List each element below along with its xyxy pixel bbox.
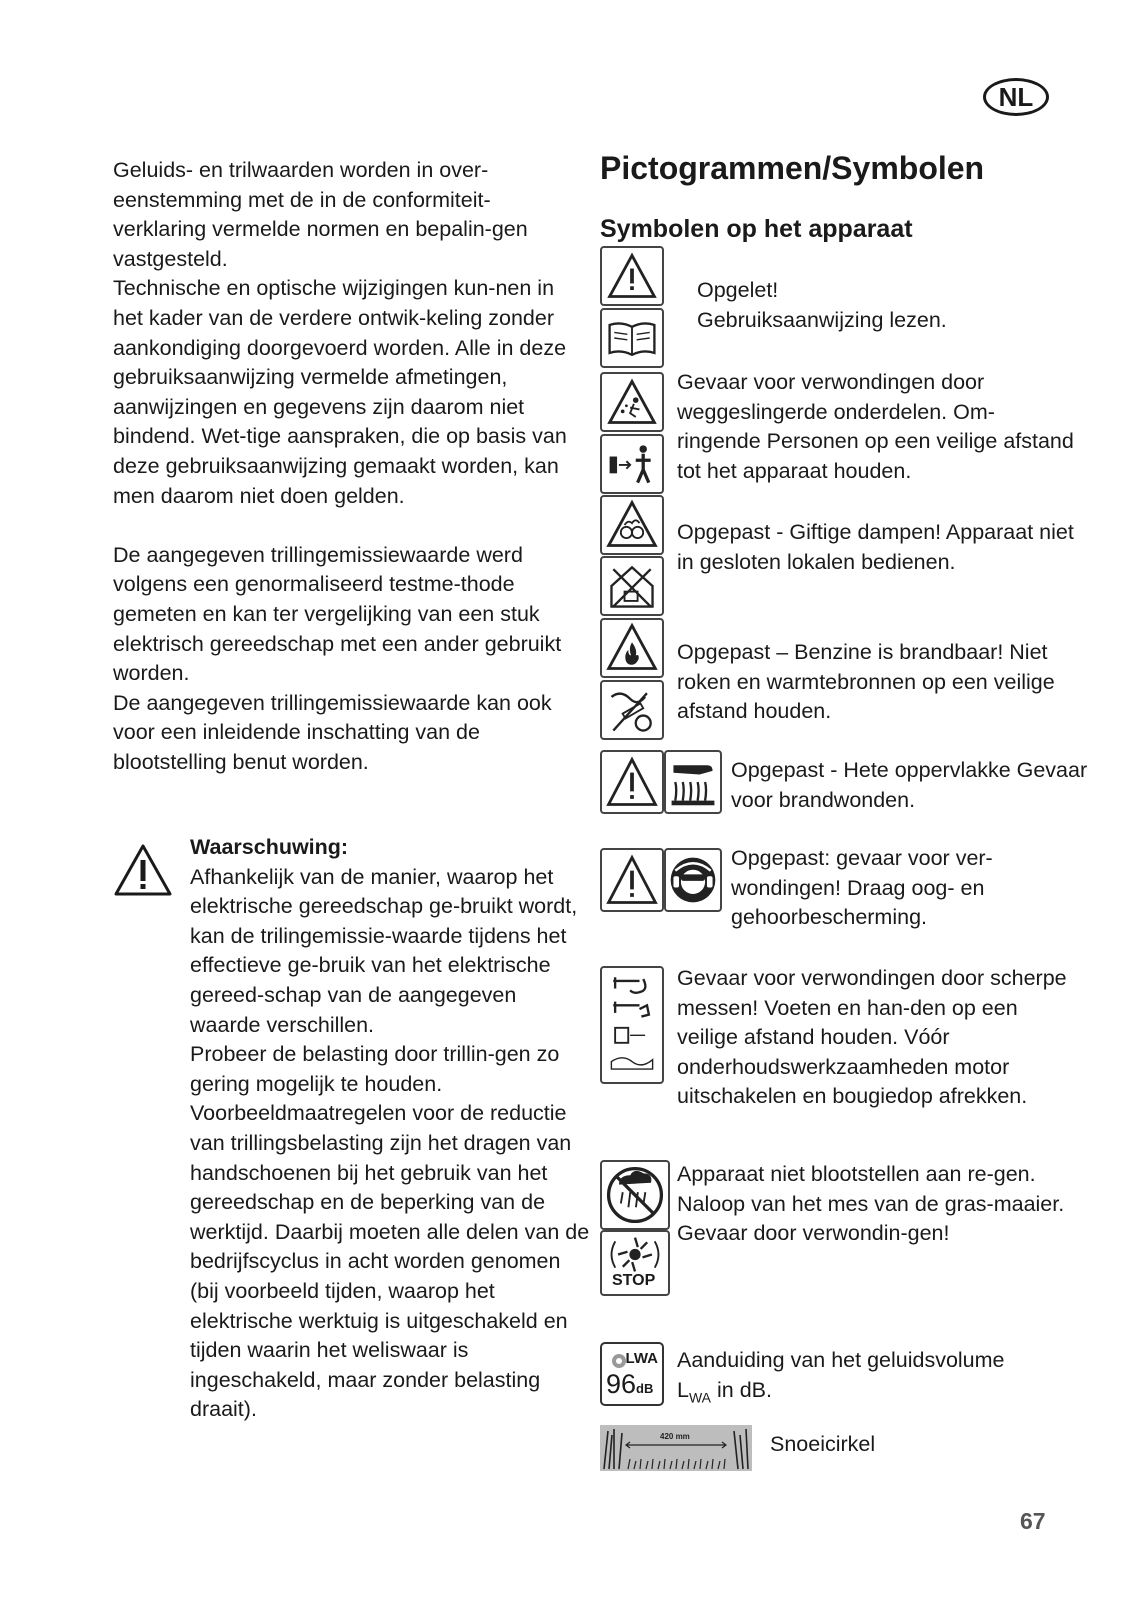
manual-book-icon (600, 308, 664, 368)
eye-ear-protection-icon (664, 848, 722, 912)
symbol-text-1: Opgelet! Gebruiksaanwijzing lezen. (697, 278, 947, 332)
sharp-blade-icon (600, 966, 664, 1084)
symbol-text-3: Opgepast - Giftige dampen! Apparaat niet in gesloten lokalen bedienen. (677, 520, 1074, 574)
warning-triangle-icon (600, 750, 664, 814)
lwa-value: 96dB (606, 1369, 654, 1399)
cutting-width-label: 420 mm (660, 1432, 690, 1441)
section-title: Pictogrammen/Symbolen (600, 150, 985, 186)
paragraph-vibration-2: De aangegeven trillingemissiewaarde kan ook voor een inleidende inschatting van de blootstelling benut worden. (113, 690, 552, 774)
left-column (113, 156, 578, 777)
symbol-text-2: Gevaar voor verwondingen door weggeslingerde onderdelen. Om-ringende Personen op een veilige afstand tot het apparaat houden. (677, 370, 1074, 483)
blade-stop-icon (600, 1230, 670, 1296)
stop-label: STOP (612, 1272, 656, 1289)
lwa-label: LWA (625, 1350, 658, 1367)
symbol-text-7: Gevaar voor verwondingen door scherpe messen! Voeten en han-den op een veilige afstand houden. Vóór onderhoudswerkzaamheden motor uitschakelen en bougiedop afrekken. (677, 966, 1067, 1109)
thrown-objects-icon (600, 372, 664, 432)
symbol-text-5: Opgepast - Hete oppervlakke Gevaar voor brandwonden. (731, 758, 1088, 812)
no-enclosed-room-icon (600, 556, 664, 616)
flammable-icon (600, 618, 664, 678)
warning-triangle-icon (600, 246, 664, 306)
symbol-text-9: Aanduiding van het geluidsvolume $L_{WA}$ in dB. (677, 1348, 1005, 1405)
warning-body-2: Probeer de belasting door trillin-gen zo gering mogelijk te houden. Voorbeeldmaatregelen voor de reductie van trillingsbelasting zijn het dragen van handschoenen bij het gebruik van het gereedschap en de beperking van de werktijd. Daarbij moeten alle delen van de bedrijfscyclus in acht worden genomen (bij voorbeeld tijden, waarop het elektrische werktuig is uitgeschakeld en tijden waarin het weliswaar is ingeschakeld, maar zonder belasting draait). (190, 1042, 590, 1422)
symbol-text-4: Opgepast – Benzine is brandbaar! Niet roken en warmtebronnen op een veilige afstand houden. (677, 640, 1055, 724)
no-rain-icon (600, 1160, 670, 1230)
symbol-text-10: Snoeicirkel (770, 1432, 876, 1456)
bystander-distance-icon (600, 434, 664, 494)
symbol-text-6: Opgepast: gevaar voor ver-wondingen! Draag oog- en gehoorbescherming. (731, 846, 993, 930)
warning-triangle-icon (113, 843, 173, 897)
paragraph-noise-values: Geluids- en trilwaarden worden in over-eenstemming met de in de conformiteit-verklaring vermelde normen en bepalin-gen vastgesteld. (113, 158, 528, 271)
paragraph-changes: Technische en optische wijzigingen kun-nen in het kader van de verdere ontwik-keling zonder aankondiging doorgevoerd worden. Alle in deze gebruiksaanwijzing vermelde afmetingen, aanwijzingen en gegevens zijn daarom niet bindend. Wet-tige aanspraken, die op basis van deze gebruiksaanwijzing gemaakt worden, kan men daarom niet doen gelden. (113, 276, 567, 508)
hot-surface-icon (664, 750, 722, 814)
paragraph-vibration-1: De aangegeven trillingemissiewaarde werd volgens een genormaliseerd testme-thode gemeten en kan ter vergelijking van een stuk elektrisch gereedschap met een ander gebruikt worden. (113, 542, 562, 686)
language-badge: NL (983, 78, 1049, 116)
page-number: 67 (1020, 1508, 1046, 1534)
warning-body-1: Afhankelijk van de manier, waarop het elektrische gereedschap ge-bruikt wordt, kan de trilingemissie-waarde tijdens het effectieve ge-bruik van het elektrische gereed-schap van de aangegeven waarde verschillen. (190, 864, 578, 1037)
toxic-fumes-icon (600, 495, 664, 555)
symbol-text-8: Apparaat niet blootstellen aan re-gen. Naloop van het mes van de gras-maaier. Gevaar door verwondin-gen! (677, 1162, 1065, 1246)
warning-title: Waarschuwing: (190, 835, 349, 859)
no-smoking-icon (600, 680, 664, 740)
gear-icon (608, 1350, 630, 1372)
warning-triangle-icon (600, 848, 664, 912)
sound-level-icon (600, 1342, 664, 1406)
section-subtitle: Symbolen op het apparaat (600, 215, 913, 243)
